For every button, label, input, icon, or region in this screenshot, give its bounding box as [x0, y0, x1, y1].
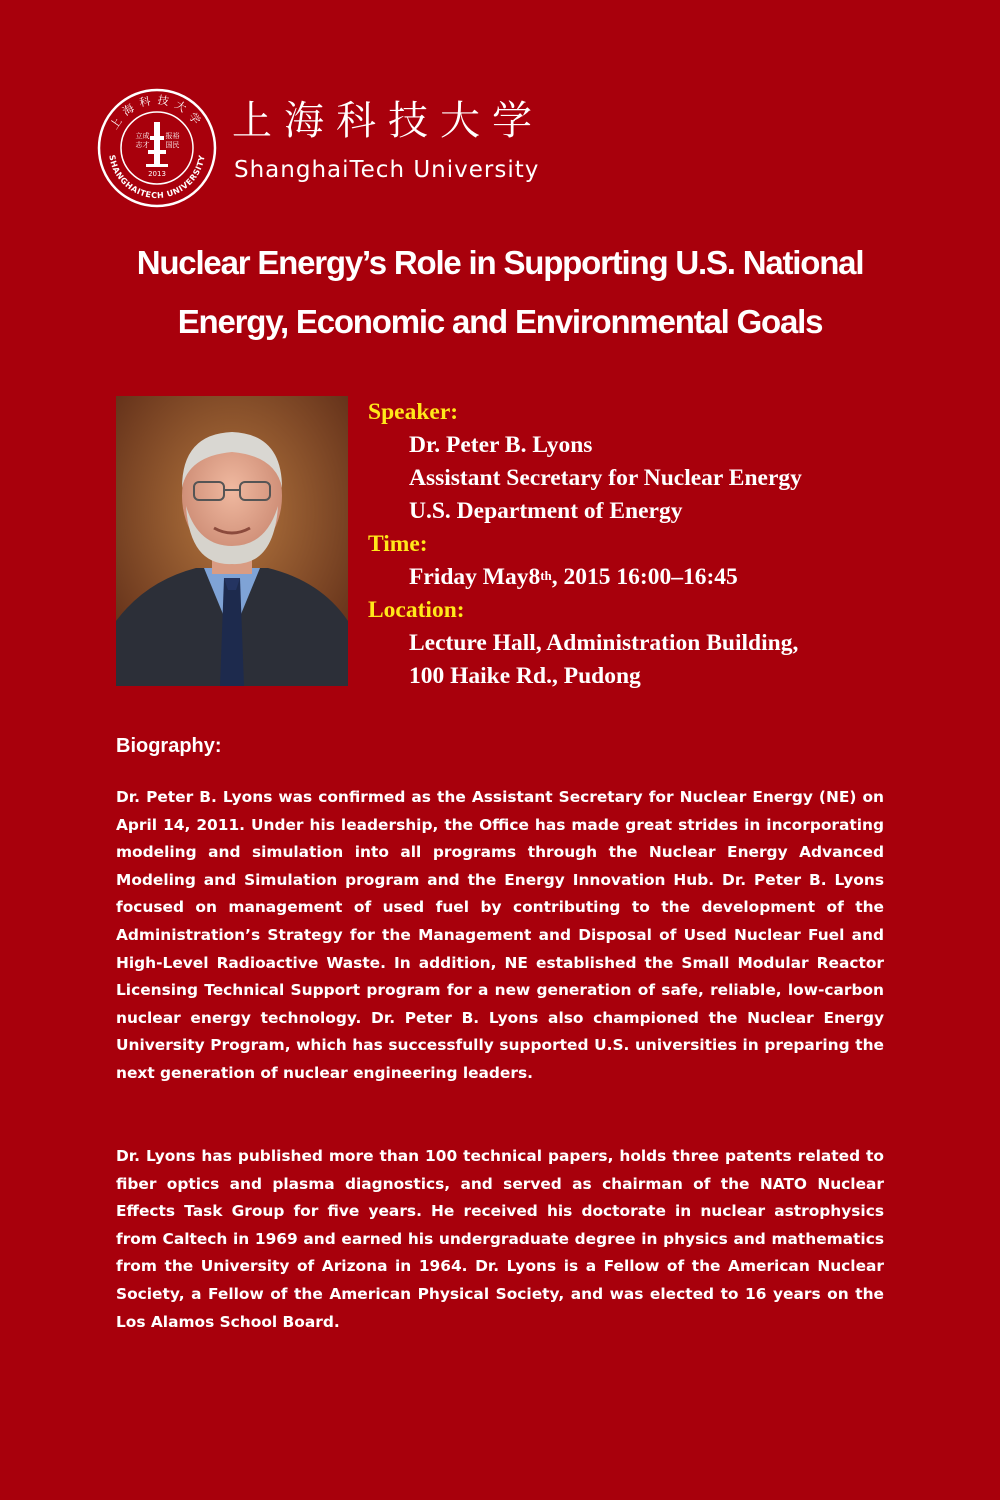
speaker-portrait	[116, 396, 348, 686]
svg-text:立: 立	[135, 132, 143, 140]
speaker-name: Dr. Peter B. Lyons	[409, 432, 593, 458]
location-label: Location:	[368, 597, 465, 623]
speaker-title: Assistant Secretary for Nuclear Energy	[409, 465, 802, 491]
svg-text:2013: 2013	[148, 170, 166, 178]
university-name-chinese: 上海科技大学	[232, 98, 544, 144]
svg-text:志: 志	[135, 141, 143, 149]
svg-text:民: 民	[172, 141, 180, 149]
university-name-english: ShanghaiTech University	[234, 157, 540, 183]
event-time	[368, 561, 968, 594]
time-label: Time:	[368, 531, 428, 557]
speaker-label: Speaker:	[368, 399, 459, 425]
date-ordinal-suffix: th	[540, 568, 552, 583]
lecture-title-line1: Nuclear Energy’s Role in Supporting U.S. National	[136, 244, 864, 281]
location-line2: 100 Haike Rd., Pudong	[409, 663, 641, 689]
event-details	[368, 396, 968, 693]
event-year-hours: , 2015 16:00–16:45	[551, 564, 738, 590]
svg-text:成: 成	[142, 132, 150, 140]
speaker-organization: U.S. Department of Energy	[409, 498, 683, 524]
location-line1: Lecture Hall, Administration Building,	[409, 630, 799, 656]
svg-text:SHANGHAITECH UNIVERSITY: SHANGHAITECH UNIVERSITY	[107, 154, 207, 201]
svg-text:国: 国	[165, 141, 173, 149]
biography-heading: Biography:	[116, 735, 222, 757]
lecture-title-line2: Energy, Economic and Environmental Goals	[177, 303, 823, 340]
university-seal-logo	[97, 88, 217, 208]
event-date: Friday May8	[409, 564, 541, 590]
svg-text:裕: 裕	[172, 132, 180, 140]
svg-text:上海科技大学: 上海科技大学	[107, 93, 207, 132]
biography-paragraph-1: Dr. Peter B. Lyons was confirmed as the Assistant Secretary for Nuclear Energy (NE) on April 14, 2011. Under his leadership, the Office has made great strides in incorporating modeling and simulation into all programs through the Nuclear Energy Advanced Modeling and Simulation program and the Energy Innovation Hub. Dr. Peter B. Lyons focused on management of used fuel by contributing to the development of the Administration’s Strategy for the Management and Disposal of Used Nuclear Fuel and High-Level Radioactive Waste. In addition, NE established the Small Modular Reactor Licensing Technical Support program for a new generation of safe, reliable, low-carbon nuclear energy technology. Dr. Peter B. Lyons also championed the Nuclear Energy University Program, which has successfully supported U.S. universities in preparing the next generation of nuclear engineering leaders.	[116, 788, 884, 1082]
svg-text:才: 才	[142, 141, 150, 149]
biography-paragraph-2: Dr. Lyons has published more than 100 technical papers, holds three patents related to fiber optics and plasma diagnostics, and served as chairman of the NATO Nuclear Effects Task Group for five years. He received his doctorate in nuclear astrophysics from Caltech in 1969 and earned his undergraduate degree in physics and mathematics from the University of Arizona in 1964. Dr. Lyons is a Fellow of the American Nuclear Society, a Fellow of the American Physical Society, and was elected to 16 years on the Los Alamos School Board.	[116, 1147, 884, 1331]
svg-text:报: 报	[165, 132, 173, 140]
